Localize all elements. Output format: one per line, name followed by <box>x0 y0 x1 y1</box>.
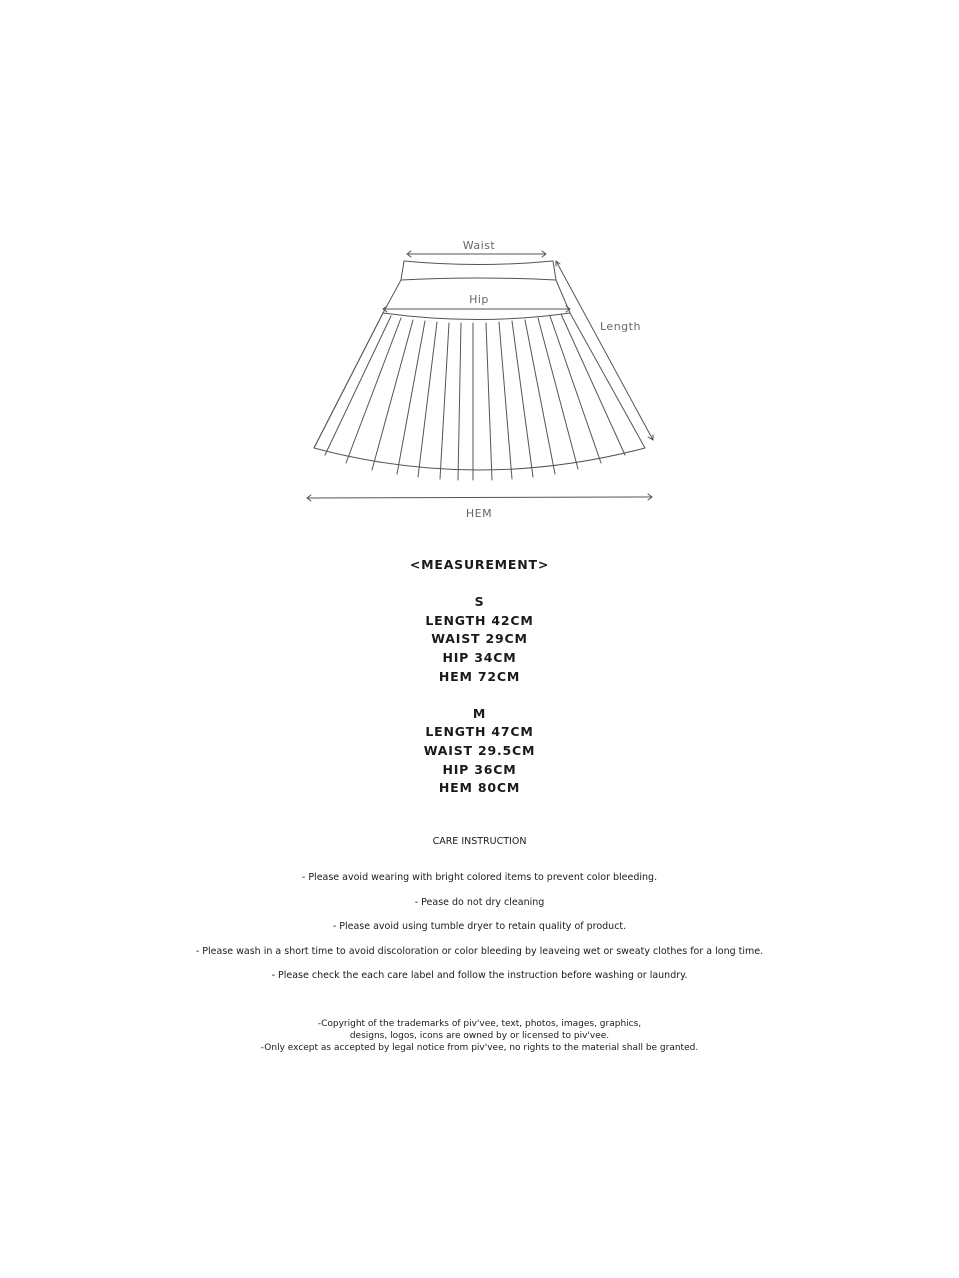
care-item: - Please wash in a short time to avoid discoloration or color bleeding by leaveing wet or sweaty clothes for a long time. <box>195 945 764 957</box>
care-item: - Please avoid using tumble dryer to retain quality of product. <box>332 921 627 933</box>
skirt-pleated-body <box>314 313 645 480</box>
hem-arrow <box>307 494 652 501</box>
length-label: Length <box>600 320 641 333</box>
skirt-waistband <box>401 261 556 280</box>
hip-label: Hip <box>469 293 489 306</box>
waist-label: Waist <box>462 239 496 252</box>
measurement-section <box>0 556 959 798</box>
spacer <box>0 686 959 705</box>
care-title: CARE INSTRUCTION <box>432 836 527 847</box>
size-hem: HEM 80CM <box>438 780 521 796</box>
copyright-line: -Only except as accepted by legal notice from piv'vee, no rights to the material shall be granted. <box>260 1043 699 1053</box>
size-name: S <box>474 594 485 610</box>
hem-label: HEM <box>465 507 493 520</box>
copyright-line: designs, logos, icons are owned by or licensed to piv'vee. <box>349 1031 610 1041</box>
hip-arrow <box>383 306 570 312</box>
size-waist: WAIST 29.5CM <box>423 742 536 758</box>
size-length: LENGTH 42CM <box>425 612 534 628</box>
length-arrow <box>556 261 653 440</box>
size-hip: HIP 34CM <box>442 649 517 665</box>
care-item: - Pease do not dry cleaning <box>414 896 545 908</box>
size-name: M <box>472 705 487 721</box>
spacer <box>0 575 959 594</box>
size-length: LENGTH 47CM <box>425 724 534 740</box>
care-item: - Please avoid wearing with bright colored items to prevent color bleeding. <box>301 872 658 883</box>
size-m-block <box>0 705 959 798</box>
size-waist: WAIST 29CM <box>431 631 528 647</box>
skirt-measurement-diagram <box>0 0 959 540</box>
size-hip: HIP 36CM <box>442 761 517 777</box>
care-instruction-section <box>0 835 959 994</box>
care-item: - Please check the each care label and follow the instruction before washing or laundry. <box>271 970 688 982</box>
measurement-title: <MEASUREMENT> <box>409 557 550 572</box>
copyright-notice <box>0 1018 959 1054</box>
size-s-block <box>0 593 959 686</box>
size-hem: HEM 72CM <box>438 668 521 684</box>
copyright-line: -Copyright of the trademarks of piv'vee, text, photos, images, graphics, <box>317 1019 642 1029</box>
